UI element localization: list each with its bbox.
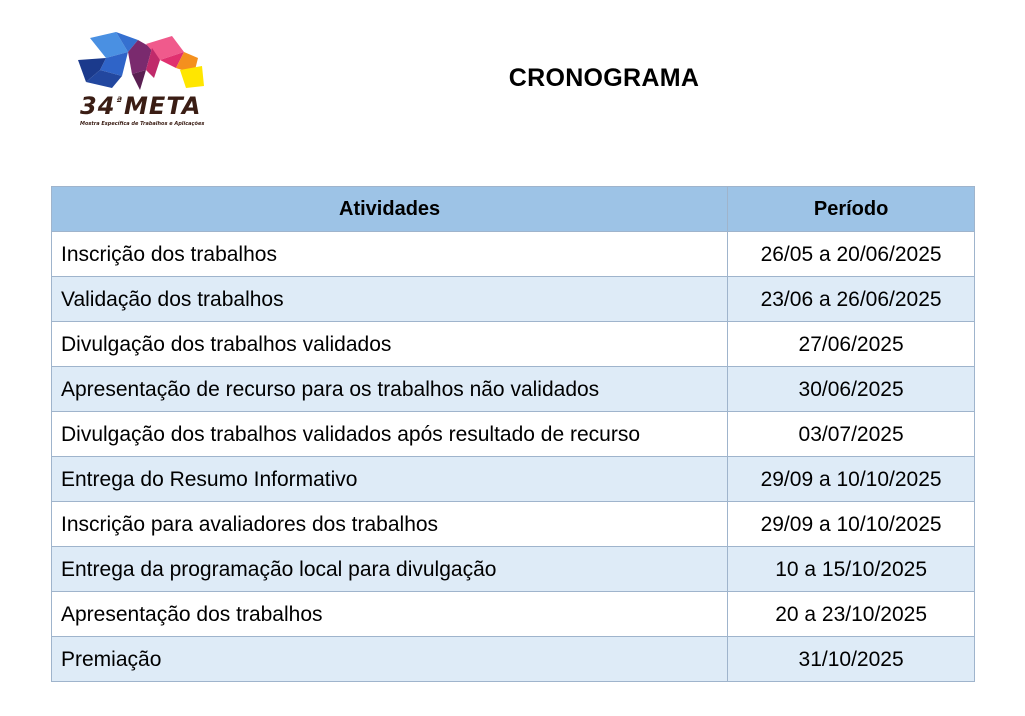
period-cell: 27/06/2025 [728,322,975,367]
activity-cell: Divulgação dos trabalhos validados após resultado de recurso [52,412,728,457]
table-row [52,592,975,637]
activity-cell: Validação dos trabalhos [52,277,728,322]
table-row [52,637,975,682]
logo-number: 34 [80,92,116,120]
activity-cell: Entrega da programação local para divulgação [52,547,728,592]
table-row [52,502,975,547]
logo-wordmark [80,94,201,118]
column-header-period: Período [728,187,975,232]
table-row [52,547,975,592]
period-cell: 23/06 a 26/06/2025 [728,277,975,322]
table-header-row [52,187,975,232]
period-cell: 29/09 a 10/10/2025 [728,502,975,547]
table-row [52,232,975,277]
table-row [52,277,975,322]
activity-cell: Entrega do Resumo Informativo [52,457,728,502]
logo-ordinal: ª [116,96,124,107]
table-row [52,322,975,367]
activity-cell: Divulgação dos trabalhos validados [52,322,728,367]
table-row [52,457,975,502]
activity-cell: Apresentação dos trabalhos [52,592,728,637]
period-cell: 03/07/2025 [728,412,975,457]
column-header-activity: Atividades [52,187,728,232]
page-title: CRONOGRAMA [508,64,700,92]
period-cell: 29/09 a 10/10/2025 [728,457,975,502]
schedule-table [51,186,975,682]
activity-cell: Inscrição dos trabalhos [52,232,728,277]
table-row [52,412,975,457]
period-cell: 26/05 a 20/06/2025 [728,232,975,277]
activity-cell: Premiação [52,637,728,682]
period-cell: 20 a 23/10/2025 [728,592,975,637]
period-cell: 31/10/2025 [728,637,975,682]
activity-cell: Apresentação de recurso para os trabalhos não validados [52,367,728,412]
period-cell: 10 a 15/10/2025 [728,547,975,592]
logo-meta-text: META [124,92,202,120]
table-row [52,367,975,412]
activity-cell: Inscrição para avaliadores dos trabalhos [52,502,728,547]
period-cell: 30/06/2025 [728,367,975,412]
logo-subtitle: Mostra Específica de Trabalhos e Aplicações [80,121,205,127]
